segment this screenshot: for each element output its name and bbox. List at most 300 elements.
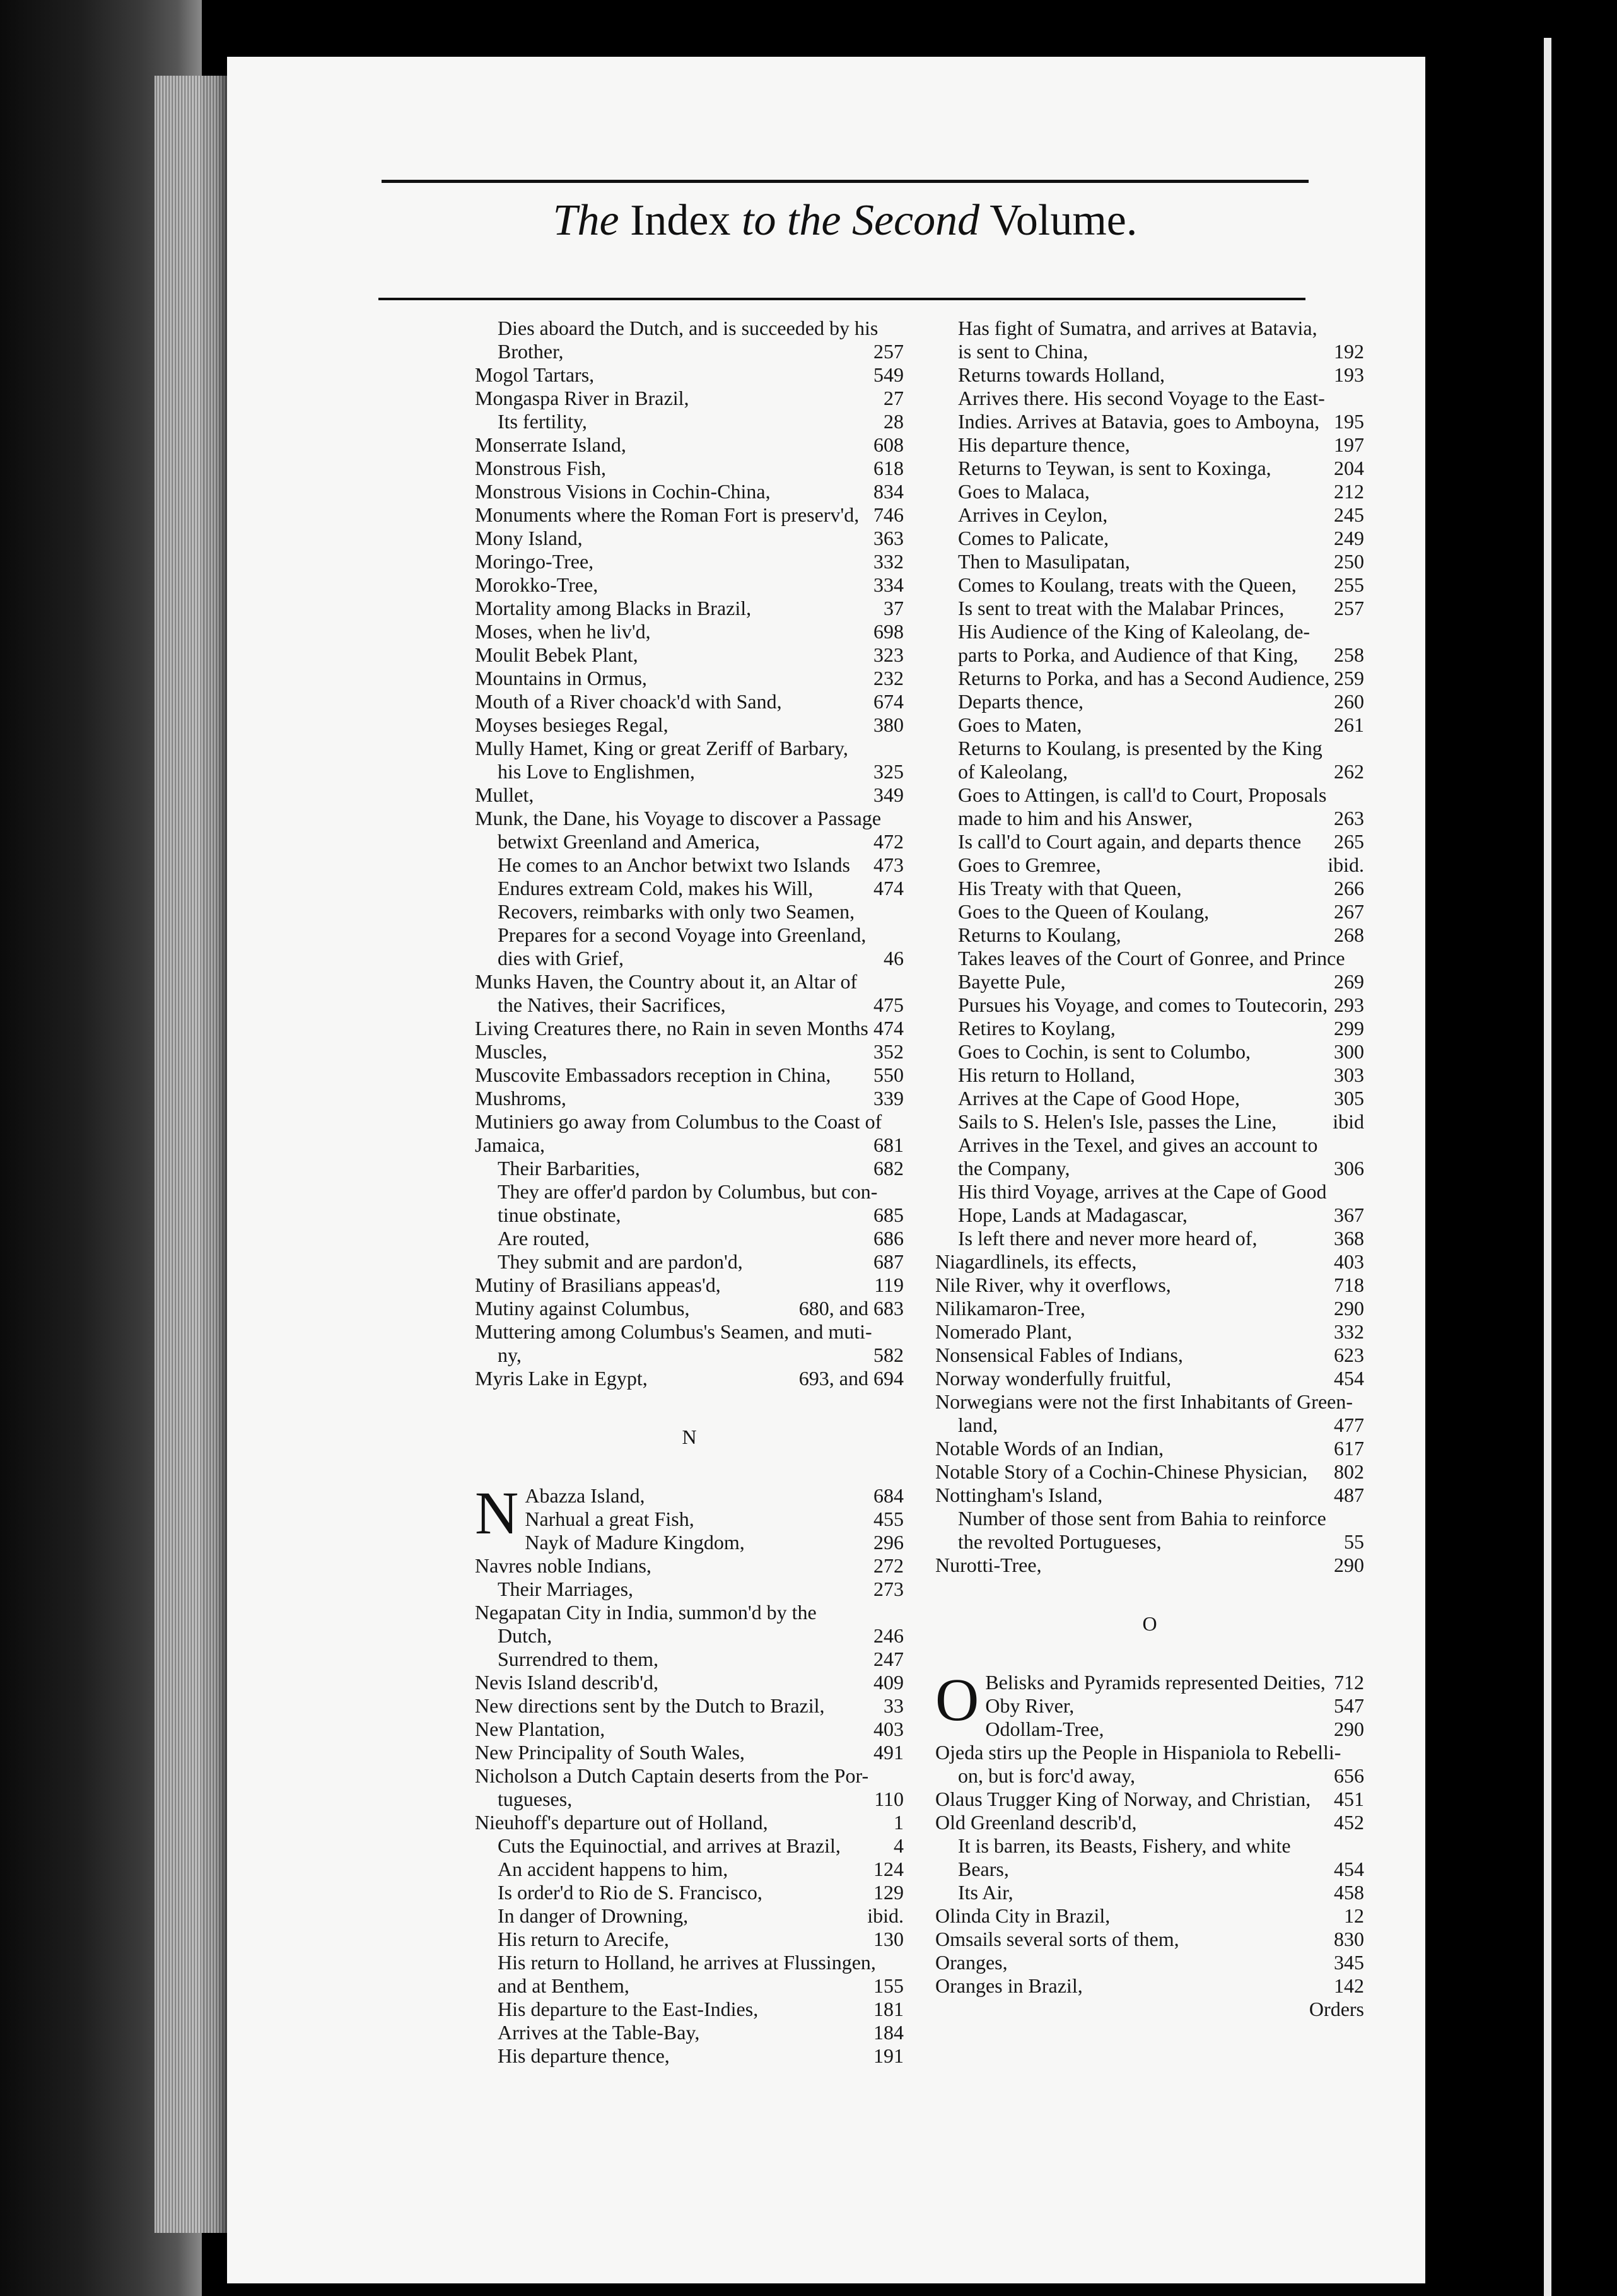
entry-page: 27: [884, 387, 904, 409]
index-entry: [475, 1133, 904, 1157]
entry-page: 37: [884, 597, 904, 619]
index-entry: [475, 900, 904, 923]
index-entry: [475, 1344, 904, 1367]
entry-page: 367: [1334, 1204, 1364, 1226]
entry-text: Narhual a great Fish,: [525, 1508, 694, 1530]
index-entry: [935, 1180, 1364, 1204]
entry-text: New directions sent by the Dutch to Brazil,: [475, 1694, 825, 1717]
entry-text: Its fertility,: [498, 410, 587, 433]
index-entry: [475, 993, 904, 1017]
entry-text: Muscovite Embassadors reception in China,: [475, 1063, 831, 1086]
index-entry: [475, 1484, 904, 1508]
entry-page: 305: [1334, 1087, 1364, 1110]
index-entry: [935, 1530, 1364, 1554]
entry-text: Returns towards Holland,: [958, 363, 1165, 386]
index-entry: [935, 737, 1364, 760]
entry-text: Prepares for a second Voyage into Greenland,: [498, 923, 867, 946]
entry-text: Negapatan City in India, summon'd by the: [475, 1601, 817, 1624]
entry-text: Odollam-Tree,: [985, 1718, 1104, 1740]
entry-text: Oranges,: [935, 1951, 1008, 1974]
index-entry: [475, 1694, 904, 1718]
index-entry: [475, 1578, 904, 1601]
index-entry: [475, 1157, 904, 1180]
entry-page: 474: [873, 1017, 904, 1040]
entry-page: 250: [1334, 550, 1364, 573]
entry-text: Returns to Koulang,: [958, 923, 1121, 946]
entry-page: 266: [1334, 877, 1364, 899]
entry-text: tinue obstinate,: [498, 1204, 621, 1226]
entry-text: An accident happens to him,: [498, 1858, 728, 1880]
entry-page: 477: [1334, 1414, 1364, 1436]
entry-page: 299: [1334, 1017, 1364, 1040]
entry-page: 246: [873, 1624, 904, 1647]
index-entry: [935, 1414, 1364, 1437]
index-entry: [475, 527, 904, 550]
index-entry: [935, 807, 1364, 830]
index-entry: [935, 363, 1364, 387]
index-entry: [935, 1017, 1364, 1040]
index-entry: [475, 1204, 904, 1227]
entry-text: is sent to China,: [958, 340, 1089, 363]
entry-text: Jamaica,: [475, 1133, 546, 1156]
index-entry: [935, 1344, 1364, 1367]
entry-text: Oranges in Brazil,: [935, 1974, 1083, 1997]
entry-text: Hope, Lands at Madagascar,: [958, 1204, 1188, 1226]
index-entry: [935, 1320, 1364, 1344]
index-entry: [935, 1764, 1364, 1788]
index-entry: [935, 1507, 1364, 1530]
index-entry: [935, 1460, 1364, 1484]
entry-text: Notable Story of a Cochin-Chinese Physician,: [935, 1460, 1308, 1483]
entry-page: 184: [873, 2021, 904, 2044]
index-entry: [475, 1741, 904, 1764]
entry-text: His departure thence,: [958, 433, 1130, 456]
entry-page: 1: [894, 1811, 904, 1834]
entry-page: 686: [873, 1227, 904, 1250]
entry-text: New Principality of South Wales,: [475, 1741, 745, 1764]
index-entry: [935, 1741, 1364, 1764]
entry-page: 403: [873, 1718, 904, 1740]
index-column-right: [935, 317, 1364, 2021]
entry-text: His return to Holland,: [958, 1063, 1135, 1086]
index-entry: [935, 527, 1364, 550]
index-entry: [475, 480, 904, 503]
index-entry: [475, 1648, 904, 1671]
entry-text: It is barren, its Beasts, Fishery, and white: [958, 1834, 1291, 1857]
entry-page: 260: [1334, 690, 1364, 713]
entry-text: ny,: [498, 1344, 522, 1366]
entry-text: Goes to Cochin, is sent to Columbo,: [958, 1040, 1251, 1063]
index-entry: [475, 1764, 904, 1788]
index-entry: [475, 1531, 904, 1554]
entry-page: 473: [873, 853, 904, 876]
index-entry: [935, 970, 1364, 993]
entry-page: 249: [1334, 527, 1364, 549]
entry-text: Nicholson a Dutch Captain deserts from the Por-: [475, 1764, 869, 1787]
index-entry: [935, 783, 1364, 807]
entry-text: Recovers, reimbarks with only two Seamen,: [498, 900, 855, 923]
index-entry: [475, 1040, 904, 1063]
entry-text: Myris Lake in Egypt,: [475, 1367, 648, 1390]
index-entry: [475, 363, 904, 387]
index-list-n: [475, 1484, 904, 2068]
index-entry: [475, 1180, 904, 1204]
index-entry: [475, 1718, 904, 1741]
entry-text: Morokko-Tree,: [475, 573, 598, 596]
entry-text: Has fight of Sumatra, and arrives at Batavia,: [958, 317, 1317, 339]
index-list-n-cont: [935, 317, 1364, 1577]
entry-page: 46: [884, 947, 904, 969]
header-rule-bottom: [378, 298, 1305, 300]
entry-page: 332: [1334, 1320, 1364, 1343]
index-entry: [935, 1788, 1364, 1811]
index-entry: [935, 550, 1364, 573]
entry-page: 718: [1334, 1274, 1364, 1296]
entry-text: Munks Haven, the Country about it, an Altar of: [475, 970, 858, 993]
entry-text: Nomerado Plant,: [935, 1320, 1072, 1343]
index-entry: [935, 1928, 1364, 1951]
entry-page: 403: [1334, 1250, 1364, 1273]
index-entry: [935, 1671, 1364, 1694]
index-entry: [475, 317, 904, 340]
index-entry: [935, 1157, 1364, 1180]
entry-text: Pursues his Voyage, and comes to Toutecorin,: [958, 993, 1328, 1016]
entry-page: 300: [1334, 1040, 1364, 1063]
index-entry: [935, 760, 1364, 783]
entry-page: 195: [1334, 410, 1364, 433]
index-entry: [935, 1133, 1364, 1157]
index-entry: [935, 1250, 1364, 1274]
entry-text: Old Greenland describ'd,: [935, 1811, 1137, 1834]
entry-text: Olaus Trugger King of Norway, and Christian,: [935, 1788, 1311, 1810]
entry-text: Mutiny of Brasilians appeas'd,: [475, 1274, 721, 1296]
entry-text: Nonsensical Fables of Indians,: [935, 1344, 1183, 1366]
entry-text: They submit and are pardon'd,: [498, 1250, 743, 1273]
entry-text: His Treaty with that Queen,: [958, 877, 1182, 899]
index-entry: [935, 923, 1364, 947]
entry-text: Living Creatures there, no Rain in seven Months: [475, 1017, 868, 1040]
entry-text: betwixt Greenland and America,: [498, 830, 760, 853]
index-column-left: [475, 317, 904, 2068]
entry-page: 409: [873, 1671, 904, 1694]
entry-text: Niagardlinels, its effects,: [935, 1250, 1137, 1273]
index-entry: [475, 853, 904, 877]
title-word: Volume.: [989, 196, 1138, 245]
entry-page: 472: [873, 830, 904, 853]
entry-text: the Company,: [958, 1157, 1070, 1180]
entry-page: 332: [873, 550, 904, 573]
catchword-text: Orders: [1309, 1998, 1364, 2020]
entry-text: Moyses besieges Regal,: [475, 713, 668, 736]
entry-text: land,: [958, 1414, 998, 1436]
entry-page: 296: [873, 1531, 904, 1554]
entry-page: 290: [1334, 1297, 1364, 1320]
entry-text: Monstrous Fish,: [475, 457, 607, 479]
entry-text: Mogol Tartars,: [475, 363, 595, 386]
title-word: The: [552, 196, 619, 245]
index-entry: [935, 830, 1364, 853]
index-entry: [475, 1227, 904, 1250]
entry-text: Departs thence,: [958, 690, 1084, 713]
entry-text: Is call'd to Court again, and departs thence: [958, 830, 1302, 853]
index-entry: [935, 1437, 1364, 1460]
entry-text: Number of those sent from Bahia to reinforce: [958, 1507, 1326, 1530]
entry-page: 267: [1334, 900, 1364, 923]
index-entry: [475, 433, 904, 457]
entry-page: 681: [873, 1133, 904, 1156]
index-entry: [935, 1904, 1364, 1928]
entry-text: Comes to Palicate,: [958, 527, 1109, 549]
index-entry: [475, 1951, 904, 1974]
entry-page: 181: [873, 1998, 904, 2020]
entry-page: 247: [873, 1648, 904, 1670]
title-word: to: [742, 196, 776, 245]
entry-text: His departure thence,: [498, 2044, 670, 2067]
entry-text: Takes leaves of the Court of Gonree, and Prince: [958, 947, 1345, 969]
index-entry: [935, 340, 1364, 363]
entry-page: 257: [873, 340, 904, 363]
entry-page: 617: [1334, 1437, 1364, 1460]
index-entry: [935, 900, 1364, 923]
entry-text: Muttering among Columbus's Seamen, and muti-: [475, 1320, 872, 1343]
entry-page: 55: [1344, 1530, 1364, 1553]
index-entry: [475, 503, 904, 527]
entry-page: 28: [884, 410, 904, 433]
index-entry: [935, 1110, 1364, 1133]
entry-text: His departure to the East-Indies,: [498, 1998, 759, 2020]
entry-text: His return to Arecife,: [498, 1928, 669, 1950]
entry-text: on, but is forc'd away,: [958, 1764, 1135, 1787]
index-entry: [935, 1297, 1364, 1320]
entry-text: Dutch,: [498, 1624, 552, 1647]
entry-text: Goes to Attingen, is call'd to Court, Proposals: [958, 783, 1327, 806]
index-entry: [475, 1367, 904, 1390]
index-entry: [475, 550, 904, 573]
entry-text: Is order'd to Rio de S. Francisco,: [498, 1881, 762, 1904]
index-entry: [475, 830, 904, 853]
index-entry: [935, 713, 1364, 737]
entry-text: Comes to Koulang, treats with the Queen,: [958, 573, 1297, 596]
entry-page: 258: [1334, 643, 1364, 666]
index-entry: [935, 1204, 1364, 1227]
index-entry: [475, 1250, 904, 1274]
index-entry: [475, 760, 904, 783]
index-entry: [475, 1087, 904, 1110]
entry-text: Moses, when he liv'd,: [475, 620, 651, 643]
index-entry: [475, 457, 904, 480]
index-entry: [475, 807, 904, 830]
entry-page: 491: [873, 1741, 904, 1764]
index-entry: [475, 737, 904, 760]
index-list-o: [935, 1671, 1364, 1998]
entry-text: Bayette Pule,: [958, 970, 1066, 993]
entry-text: Moulit Bebek Plant,: [475, 643, 638, 666]
entry-page: 192: [1334, 340, 1364, 363]
index-entry: [475, 877, 904, 900]
book-page: [227, 57, 1425, 2283]
entry-text: Brother,: [498, 340, 564, 363]
section-o: [935, 1671, 1364, 1998]
entry-page: 303: [1334, 1063, 1364, 1086]
entry-page: 345: [1334, 1951, 1364, 1974]
entry-page: 475: [873, 993, 904, 1016]
index-entry: [935, 597, 1364, 620]
index-entry: [475, 410, 904, 433]
index-entry: [475, 1508, 904, 1531]
entry-text: the Natives, their Sacrifices,: [498, 993, 726, 1016]
entry-text: Retires to Koylang,: [958, 1017, 1116, 1040]
entry-page: 119: [874, 1274, 904, 1296]
entry-page: 474: [873, 877, 904, 899]
entry-page: 255: [1334, 573, 1364, 596]
entry-text: Is left there and never more heard of,: [958, 1227, 1258, 1250]
entry-page: 272: [873, 1554, 904, 1577]
entry-page: 204: [1334, 457, 1364, 479]
index-entry: [475, 783, 904, 807]
entry-page: 682: [873, 1157, 904, 1180]
index-entry: [935, 573, 1364, 597]
entry-page: 193: [1334, 363, 1364, 386]
entry-page: 698: [873, 620, 904, 643]
entry-text: Norway wonderfully fruitful,: [935, 1367, 1172, 1390]
entry-text: Munk, the Dane, his Voyage to discover a Passage: [475, 807, 882, 829]
entry-text: Moringo-Tree,: [475, 550, 594, 573]
section-n: [475, 1484, 904, 2068]
entry-text: Goes to the Queen of Koulang,: [958, 900, 1210, 923]
index-entry: [935, 690, 1364, 713]
index-entry: [935, 1554, 1364, 1577]
entry-text: Mully Hamet, King or great Zeriff of Barbary,: [475, 737, 848, 759]
entry-text: His third Voyage, arrives at the Cape of Good: [958, 1180, 1327, 1203]
entry-page: 245: [1334, 503, 1364, 526]
entry-page: 273: [873, 1578, 904, 1600]
entry-page: 685: [873, 1204, 904, 1226]
index-entry: [935, 410, 1364, 433]
entry-page: 693, and 694: [798, 1367, 904, 1390]
entry-page: 269: [1334, 970, 1364, 993]
entry-text: Omsails several sorts of them,: [935, 1928, 1179, 1950]
entry-text: Are routed,: [498, 1227, 590, 1250]
index-entry: [475, 2021, 904, 2044]
index-entry: [475, 1274, 904, 1297]
dropcap-o: O: [935, 1671, 979, 1733]
index-list-m: [475, 317, 904, 1390]
entry-text: Mony Island,: [475, 527, 583, 549]
title-word: the: [786, 196, 841, 245]
index-entry: [475, 1881, 904, 1904]
entry-page: 802: [1334, 1460, 1364, 1483]
index-entry: [935, 457, 1364, 480]
index-entry: [475, 713, 904, 737]
index-entry: [475, 667, 904, 690]
entry-text: Arrives at the Table-Bay,: [498, 2021, 700, 2044]
entry-text: made to him and his Answer,: [958, 807, 1193, 829]
entry-page: ibid: [1333, 1110, 1364, 1133]
index-entry: [935, 433, 1364, 457]
entry-text: Mutiny against Columbus,: [475, 1297, 690, 1320]
entry-text: parts to Porka, and Audience of that King,: [958, 643, 1299, 666]
entry-page: 454: [1334, 1367, 1364, 1390]
entry-page: 549: [873, 363, 904, 386]
index-entry: [475, 620, 904, 643]
entry-text: Norwegians were not the first Inhabitants of Green-: [935, 1390, 1353, 1413]
entry-page: 458: [1334, 1881, 1364, 1904]
entry-text: Surrendred to them,: [498, 1648, 659, 1670]
index-entry: [935, 667, 1364, 690]
index-entry: [935, 1484, 1364, 1507]
index-entry: [935, 1718, 1364, 1741]
index-entry: [935, 1227, 1364, 1250]
index-entry: [935, 1040, 1364, 1063]
catchword: [935, 1998, 1364, 2021]
entry-page: 454: [1334, 1858, 1364, 1880]
entry-text: Notable Words of an Indian,: [935, 1437, 1164, 1460]
index-entry: [935, 947, 1364, 970]
entry-page: 261: [1334, 713, 1364, 736]
index-entry: [935, 1834, 1364, 1858]
entry-text: Monstrous Visions in Cochin-China,: [475, 480, 771, 503]
entry-text: Is sent to treat with the Malabar Princes,: [958, 597, 1285, 619]
entry-text: Goes to Malaca,: [958, 480, 1090, 503]
entry-text: Nilikamaron-Tree,: [935, 1297, 1085, 1320]
entry-page: 623: [1334, 1344, 1364, 1366]
entry-page: 129: [873, 1881, 904, 1904]
entry-text: Indies. Arrives at Batavia, goes to Amboyna,: [958, 410, 1320, 433]
index-entry: [475, 1834, 904, 1858]
index-entry: [475, 2044, 904, 2068]
index-entry: [935, 620, 1364, 643]
entry-page: 368: [1334, 1227, 1364, 1250]
entry-text: Monserrate Island,: [475, 433, 626, 456]
entry-page: 110: [874, 1788, 904, 1810]
entry-text: Abazza Island,: [525, 1484, 645, 1507]
entry-text: Mullet,: [475, 783, 534, 806]
index-entry: [935, 1951, 1364, 1974]
entry-page: 684: [873, 1484, 904, 1507]
entry-page: 582: [873, 1344, 904, 1366]
index-entry: [475, 1297, 904, 1320]
index-entry: [475, 1928, 904, 1951]
entry-text: Goes to Gremree,: [958, 853, 1101, 876]
index-entry: [475, 1601, 904, 1624]
section-letter-o: O: [1142, 1612, 1157, 1635]
entry-page: 257: [1334, 597, 1364, 619]
index-entry: [475, 690, 904, 713]
index-entry: [475, 1063, 904, 1087]
title-word: Second: [851, 196, 980, 245]
entry-text: Mongaspa River in Brazil,: [475, 387, 689, 409]
entry-page: 290: [1334, 1554, 1364, 1576]
index-entry: [475, 1811, 904, 1834]
entry-text: the revolted Portugueses,: [958, 1530, 1162, 1553]
entry-page: 656: [1334, 1764, 1364, 1787]
index-entry: [475, 1110, 904, 1133]
entry-page: 746: [873, 503, 904, 526]
entry-page: 487: [1334, 1484, 1364, 1506]
entry-text: Mortality among Blacks in Brazil,: [475, 597, 752, 619]
page-fold: [1544, 38, 1551, 2296]
entry-page: 124: [873, 1858, 904, 1880]
index-entry: [475, 1554, 904, 1578]
entry-text: His return to Holland, he arrives at Flussingen,: [498, 1951, 876, 1974]
entry-text: Returns to Teywan, is sent to Koxinga,: [958, 457, 1271, 479]
index-entry: [935, 1390, 1364, 1414]
index-entry: [475, 643, 904, 667]
entry-text: They are offer'd pardon by Columbus, but con-: [498, 1180, 878, 1203]
entry-page: 547: [1334, 1694, 1364, 1717]
entry-text: Mutiniers go away from Columbus to the Coast of: [475, 1110, 882, 1133]
entry-page: 290: [1334, 1718, 1364, 1740]
